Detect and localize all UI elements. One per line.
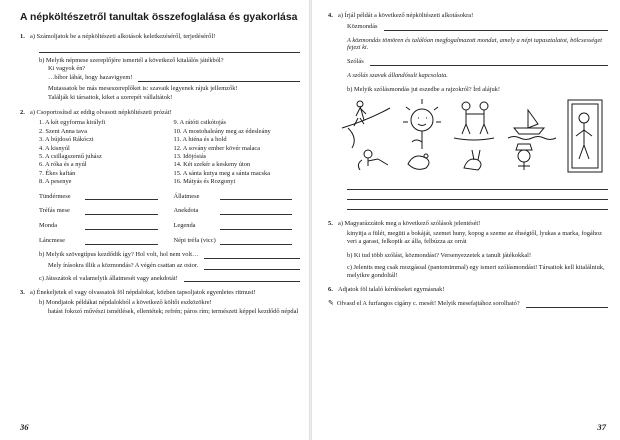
answer-blank [85, 193, 158, 200]
task-5a: a) Magyarázzátok meg a következő szólások jelentését! [338, 219, 481, 227]
task-6-text: Adjatok föl talaló kérdéseket egymásnak! [338, 286, 445, 294]
list-item: 14. Két szekér a keskeny úton [173, 161, 251, 169]
list-item: 5. A csillagszemű juhász [39, 153, 102, 160]
list-item: 8. A pesenye [39, 178, 72, 186]
saying-label: Szólás [347, 58, 364, 66]
answer-line [347, 190, 608, 200]
task-number: 1. [20, 32, 25, 40]
task-2c: c) Játsszátok el valamelyik állatmesét vagy anekdotát! [39, 274, 178, 282]
category-label: Állatmese [173, 192, 200, 200]
drawing-boat [508, 110, 556, 140]
tale-list [20, 119, 300, 186]
task-4b: b) Melyik szólásmondás jut eszedbe a rajzokról? Írd alájuk! [347, 85, 500, 93]
category-label: Tündérmese [39, 192, 71, 200]
list-item: 9. A rátóti csikótojás [173, 119, 227, 127]
answer-blank [85, 223, 158, 230]
category-grid [20, 193, 300, 245]
page-number: 36 [20, 421, 29, 432]
list-item: 3. A bújdosó Rákóczi [39, 136, 94, 144]
list-item: 13. Idöjósiás [173, 153, 207, 160]
list-item: 6. A róka és a nyúl [39, 161, 87, 169]
task-2 [20, 109, 300, 283]
answer-blank [370, 59, 608, 66]
answer-blank [184, 275, 300, 282]
task-number: 4. [328, 12, 333, 19]
category-label: Legenda [173, 222, 196, 230]
idiom-illustrations [338, 98, 608, 174]
task-2a: a) Csoportosítsd az eddig olvasott népköltészeti prózát! [30, 108, 172, 116]
reading-task: Olvasd el A furfangos cigány c. mesét! Melyik mesefajtához sorolható? [336, 299, 520, 307]
task-3a: a) Énekeljetek el vagy olvassatok föl népdalokat, közben tapsoljatok egyenletes ritmust! [30, 289, 256, 297]
saying-definition: A szólás szavak állandósult kapcsolata. [347, 72, 448, 80]
poem-line: …bíbor lábát, hogy hazavigyem! [48, 74, 133, 82]
answer-blank [85, 238, 158, 245]
category-label: Anekdota [173, 207, 199, 215]
drawing-rabbit [464, 150, 481, 170]
task-number: 5. [328, 219, 333, 227]
answer-blank [526, 301, 608, 308]
pen-icon: ✎ [328, 299, 334, 308]
proverb-label: Közmondás [347, 22, 378, 30]
list-item: 12. A sovány ember kövér malaca [173, 144, 261, 152]
drawing-child-hat [516, 144, 532, 170]
task-1a: a) Számoljatok be a népköltészeti alkotások keletkezéséről, terjedéséről! [30, 32, 216, 40]
answer-blank [220, 208, 293, 215]
right-page [312, 0, 620, 440]
task-3b: b) Mondjatok példákat népdalokból a következő költői eszközökre! [39, 299, 212, 307]
answer-blank [220, 238, 293, 245]
list-item: 2. Szent Anna tava [39, 127, 87, 135]
task-2b: b) Melyik szövegtípus kezdődik így? Hol volt, hol nem volt… [39, 250, 199, 258]
list-item: 15. A sánta kutya meg a sánta macska [173, 169, 271, 177]
drawing-doorway-figure [568, 100, 602, 172]
task-6 [328, 286, 608, 307]
page-title: A népköltészetről tanultak összefoglalása és gyakorlása [20, 12, 298, 23]
list-item: 16. Mátyás és Rozgonyi [173, 178, 236, 186]
drawing-branch-sawing [342, 101, 390, 148]
task-1b: b) Melyik népmese szereplőjére ismertél a következő kitalálós játékból? [39, 56, 224, 64]
category-label: Népi tréfa (vicc) [173, 237, 216, 245]
drawing-boy-fishing [358, 150, 388, 170]
task-number: 3. [20, 289, 25, 297]
instruction-line: Találják ki társaitok, kiket a szerepét vállaltátok! [48, 93, 173, 101]
list-item: 4. A kisnyúl [39, 144, 70, 152]
drawing-hen [408, 154, 429, 169]
task-number: 2. [20, 108, 25, 116]
drawing-two-figures [454, 102, 494, 140]
instruction-line: Mutassatok be más meseszereplőket is: szavaik legyenek rájuk jellemzők! [48, 84, 238, 92]
task-4 [328, 12, 608, 210]
page-number: 37 [597, 421, 606, 432]
answer-line [347, 200, 608, 210]
category-label: Tréfás mese [39, 207, 70, 215]
answer-blank [220, 193, 293, 200]
task-number: 6. [328, 286, 333, 294]
answer-blank [204, 263, 300, 270]
list-item: 1. A két egyforma királyfi [39, 119, 106, 127]
answer-blank [138, 75, 300, 82]
answer-line [347, 180, 608, 190]
task-4a: a) Írjál példát a következő népköltészeti alkotásokra! [338, 12, 474, 19]
task-2b-question: Mely írásokra illik a közmondás? A végén csattan az ostor. [48, 261, 199, 269]
task-3b-list: hatást fokozó művészi ismétlések, ellentétek; refrén; páros rím; természeti képpel kezdődő népdal [48, 307, 299, 315]
answer-blank [220, 223, 293, 230]
list-item: 11. A hiéna és a hold [173, 136, 227, 144]
category-label: Láncmese [39, 237, 65, 245]
answer-blank [85, 208, 158, 215]
task-5 [328, 220, 608, 280]
saying-list: kinyitja a fülét, megüti a bokáját, szemet huny, kopog a szeme az éhségtől, lyukas a marka, fogához veri a garast, felkopik az álla, felbúzza az orrát [347, 230, 602, 246]
list-item: 7. Ékes kaftán [39, 169, 76, 177]
task-5c: c) Jelenits meg csak mozgással (pantomimmal) egy ismert szólásmondást! Társaitok kell kitalálniuk, melyikre gondoltál! [347, 263, 605, 279]
drawing-flower-face [403, 99, 441, 149]
task-1 [20, 33, 300, 102]
answer-blank [204, 252, 300, 259]
list-item: 10. A mostohaleány meg az édesleány [173, 127, 271, 135]
proverb-definition: A közmondás tömören és találóan megfogalmazott mondat, amely a népi tapasztalatot, bölcsességet fejezi ki. [347, 36, 603, 52]
answer-line [39, 44, 300, 53]
poem-line: Ki vagyok én? [48, 65, 86, 73]
task-5b: b) Ki tud több szólást, közmondást? Versenyezzetek a tanult játékokkal! [347, 251, 532, 259]
answer-blank [384, 24, 608, 31]
task-3 [20, 289, 300, 315]
category-label: Monda [39, 222, 58, 230]
